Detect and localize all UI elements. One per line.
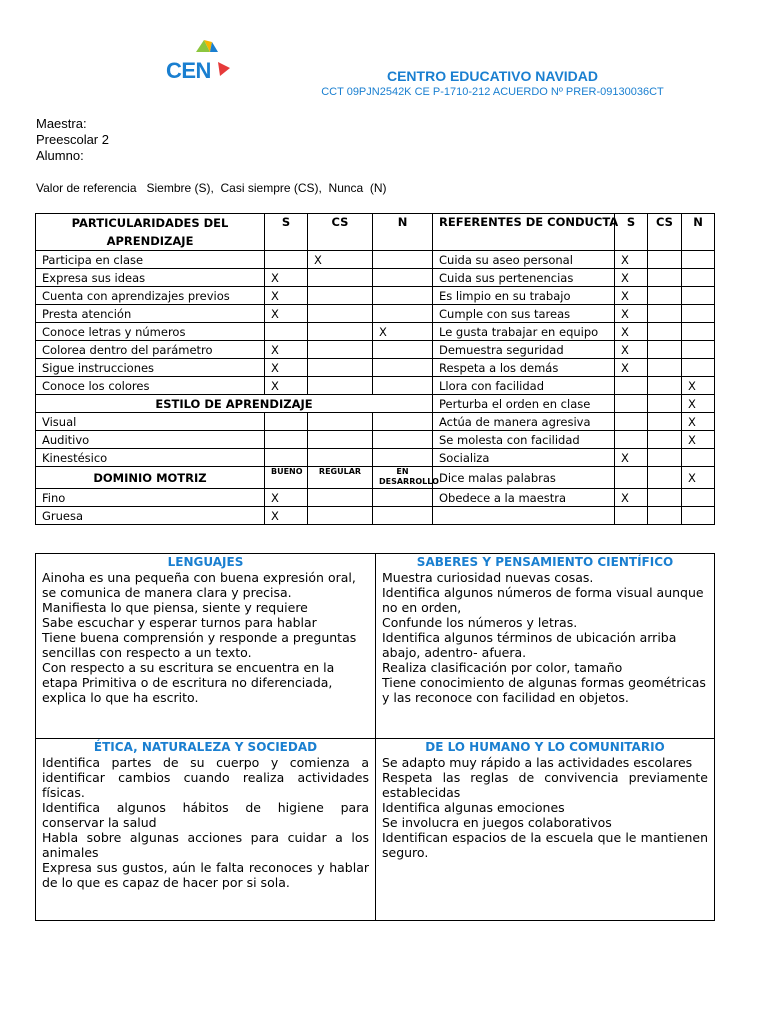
observation-line: Con respecto a su escritura se encuentra en la etapa Primitiva o de escritura no diferenciada, explica lo que ha escrito. [42,660,335,705]
table-cell [648,507,682,525]
motor-section: DOMINIO MOTRIZ [36,467,265,489]
table-cell [308,449,373,467]
col-s-left: S [265,214,308,251]
table-cell [682,341,715,359]
humano-title: DE LO HUMANO Y LO COMUNITARIO [425,740,665,754]
table-cell: Sigue instrucciones [36,359,265,377]
table-cell [648,377,682,395]
observation-line: Se involucra en juegos colaborativos [382,815,612,830]
table-cell [373,507,433,525]
etica-title: ÉTICA, NATURALEZA Y SOCIEDAD [93,740,318,754]
col-n-right: N [682,214,715,251]
table-cell: X [373,323,433,341]
table-cell [308,431,373,449]
table-cell: Dice malas palabras [433,467,615,489]
etica-cell [36,739,376,921]
table-cell [682,323,715,341]
table-cell [373,377,433,395]
col-n-left: N [373,214,433,251]
learning-style-section: ESTILO DE APRENDIZAJE [36,395,433,413]
table-cell: Demuestra seguridad [433,341,615,359]
table-cell: X [615,449,648,467]
observation-line: Habla sobre algunas acciones para cuidar a los animales [42,830,369,860]
table-cell [648,467,682,489]
student-info [36,116,109,164]
col-cs-right: CS [648,214,682,251]
table-cell: Presta atención [36,305,265,323]
table-cell [308,341,373,359]
table-cell [648,269,682,287]
humano-cell [376,739,715,921]
table-cell: Llora con facilidad [433,377,615,395]
table-cell: X [682,413,715,431]
table-cell: Cuida su aseo personal [433,251,615,269]
table-cell [682,489,715,507]
table-cell: Respeta a los demás [433,359,615,377]
table-row [36,341,715,359]
table-cell [308,287,373,305]
table-cell: Cumple con sus tareas [433,305,615,323]
school-logo [166,38,236,86]
table-cell [615,467,648,489]
table-cell: Auditivo [36,431,265,449]
table-cell: X [682,377,715,395]
table-cell: Conoce letras y números [36,323,265,341]
table-cell [648,431,682,449]
table-cell: Gruesa [36,507,265,525]
conduct-header: REFERENTES DE CONDUCTA [433,214,615,251]
table-cell [308,507,373,525]
table-cell: Colorea dentro del parámetro [36,341,265,359]
logo-text: CEN [166,58,211,83]
lenguajes-text [42,570,369,705]
observation-line: Tiene conocimiento de algunas formas geométricas y las reconoce con facilidad en objetos. [382,675,706,705]
col-en-desarrollo: EN DESARROLLO [373,467,433,489]
table-cell [373,413,433,431]
table-cell [648,341,682,359]
table-cell [648,305,682,323]
table-cell [373,449,433,467]
col-regular: REGULAR [308,467,373,489]
col-s-right: S [615,214,648,251]
grade-label: Preescolar 2 [36,132,109,147]
observation-line: Expresa sus gustos, aún le falta reconoces y hablar de lo que es capaz de hacer por si sola. [42,860,369,890]
table-cell: X [265,377,308,395]
table-cell [373,269,433,287]
table-cell: X [615,287,648,305]
table-cell: X [308,251,373,269]
table-cell: X [265,507,308,525]
table-cell: X [615,269,648,287]
learning-header: PARTICULARIDADES DEL APRENDIZAJE [36,214,265,251]
observation-line: Tiene buena comprensión y responde a preguntas sencillas con respecto a un texto. [42,630,357,660]
saberes-title: SABERES Y PENSAMIENTO CIENTÍFICO [416,555,674,569]
observation-line: Se adapto muy rápido a las actividades escolares [382,755,693,770]
table-cell: Participa en clase [36,251,265,269]
table-cell: Expresa sus ideas [36,269,265,287]
table-cell [648,323,682,341]
table-cell [308,323,373,341]
table-row [36,323,715,341]
observation-line: Ainoha es una pequeña con buena expresión oral, se comunica de manera clara y precisa. [42,570,356,600]
table-cell [648,251,682,269]
table-cell [682,507,715,525]
table-cell: X [682,467,715,489]
table-cell [373,359,433,377]
observation-line: Confunde los números y letras. [382,615,578,630]
table-cell [682,449,715,467]
table-row [36,251,715,269]
observation-line: Identifican espacios de la escuela que le mantienen seguro. [382,830,708,860]
table-cell [648,489,682,507]
table-row [36,359,715,377]
table-row [36,413,715,431]
table-row [36,377,715,395]
table-cell: X [615,305,648,323]
observation-line: Realiza clasificación por color, tamaño [382,660,623,675]
table-cell: Es limpio en su trabajo [433,287,615,305]
saberes-cell [376,554,715,739]
table-row [36,431,715,449]
observation-line: Manifiesta lo que piensa, siente y requiere [42,600,308,615]
table-cell [308,489,373,507]
etica-text [42,755,369,890]
table-cell [308,359,373,377]
table-cell: X [615,489,648,507]
student-label: Alumno: [36,148,84,163]
table-cell: X [265,341,308,359]
table-cell [433,507,615,525]
table-cell [648,359,682,377]
table-cell [615,431,648,449]
table-cell: X [265,269,308,287]
table-cell: Fino [36,489,265,507]
table-cell: Visual [36,413,265,431]
table-cell [682,287,715,305]
table-cell [682,305,715,323]
table-cell [308,269,373,287]
table-cell [265,251,308,269]
table-cell: Actúa de manera agresiva [433,413,615,431]
table-cell [682,251,715,269]
table-cell [615,413,648,431]
lenguajes-cell [36,554,376,739]
table-cell [648,413,682,431]
table-cell: Cuenta con aprendizajes previos [36,287,265,305]
observation-line: Identifica algunos números de forma visual aunque no en orden, [382,585,704,615]
observation-line: Identifica partes de su cuerpo y comienza a identificar cambios cuando realiza actividades físicas. [42,755,369,800]
table-cell: Perturba el orden en clase [433,395,615,413]
table-cell [682,359,715,377]
col-cs-left: CS [308,214,373,251]
table-cell [373,305,433,323]
humano-text [382,755,708,860]
table-row [36,507,715,525]
table-cell: X [615,341,648,359]
table-row [36,305,715,323]
saberes-text [382,570,708,705]
table-cell: X [682,431,715,449]
table-cell [648,395,682,413]
table-cell: X [615,323,648,341]
table-cell [308,377,373,395]
table-cell: Conoce los colores [36,377,265,395]
table-cell: X [682,395,715,413]
table-cell: X [615,251,648,269]
table-cell: Cuida sus pertenencias [433,269,615,287]
table-cell: X [265,305,308,323]
table-cell [265,323,308,341]
table-cell [615,507,648,525]
observation-line: Muestra curiosidad nuevas cosas. [382,570,594,585]
observation-line: Respeta las reglas de convivencia previamente establecidas [382,770,708,800]
table-cell [373,431,433,449]
table-cell [648,449,682,467]
table-cell [373,287,433,305]
table-cell [308,305,373,323]
col-bueno: BUENO [265,467,308,489]
table-cell [615,395,648,413]
table-cell [265,431,308,449]
table-cell: Socializa [433,449,615,467]
table-cell [265,449,308,467]
table-cell: X [265,489,308,507]
lenguajes-title: LENGUAJES [167,555,244,569]
observation-line: Identifica algunos términos de ubicación arriba abajo, adentro- afuera. [382,630,677,660]
reference-values: Valor de referencia Siembre (S), Casi siempre (CS), Nunca (N) [36,181,387,195]
observation-line: Sabe escuchar y esperar turnos para hablar [42,615,317,630]
table-row [36,269,715,287]
observation-line: Identifica algunas emociones [382,800,565,815]
table-cell: Le gusta trabajar en equipo [433,323,615,341]
table-row [36,287,715,305]
table-cell [615,377,648,395]
table-row [36,449,715,467]
table-cell [265,413,308,431]
table-cell [648,287,682,305]
table-cell [682,269,715,287]
table-cell: X [265,287,308,305]
table-cell [373,251,433,269]
evaluation-table [35,213,715,525]
table-cell: X [615,359,648,377]
school-name: CENTRO EDUCATIVO NAVIDAD [386,68,599,84]
areas-table [35,553,715,921]
table-cell: Kinestésico [36,449,265,467]
table-row [36,489,715,507]
table-cell [373,341,433,359]
table-cell: Se molesta con facilidad [433,431,615,449]
table-cell: Obedece a la maestra [433,489,615,507]
table-cell [308,413,373,431]
observation-line: Identifica algunos hábitos de higiene para conservar la salud [42,800,369,830]
table-cell [373,489,433,507]
table-cell: X [265,359,308,377]
school-codes: CCT 09PJN2542K CE P-1710-212 ACUERDO Nº PRER-09130036CT [321,86,664,98]
teacher-label: Maestra: [36,116,87,131]
